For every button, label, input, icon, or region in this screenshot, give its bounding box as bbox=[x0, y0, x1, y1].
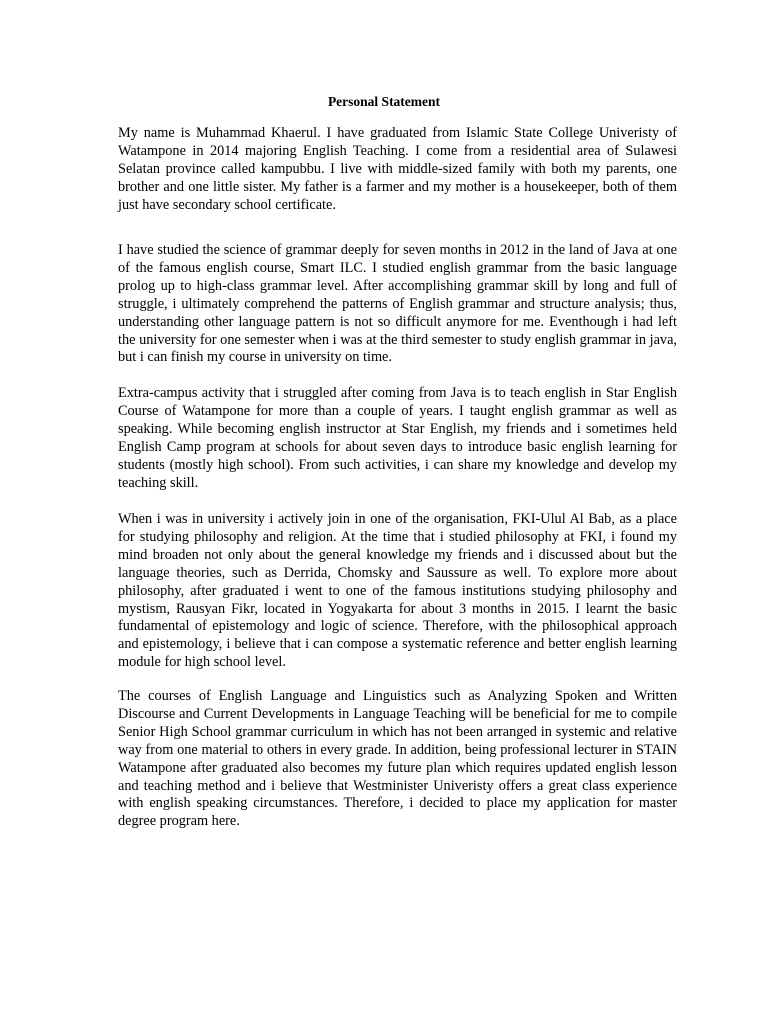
document-title: Personal Statement bbox=[327, 94, 441, 109]
paragraph-grammar-study: I have studied the science of grammar deeply for seven months in 2012 in the land of Java at one of the famous english course, Smart ILC. I studied english grammar from the basic language prolog up to high-class grammar level. After accomplishing grammar skill by long and full of struggle, i ultimately comprehend the patterns of English grammar and structure analysis; thus, understanding other language pattern is not so difficult anymore for me. Eventhough i had left the university for one semester when i was at the third semester to study english grammar in java, but i can finish my course in university on time. bbox=[118, 242, 677, 366]
paragraph-philosophy: When i was in university i actively join in one of the organisation, FKI-Ulul Al Bab, as a place for studying philosophy and religion. At the time that i studied philosophy at FKI, i found my mind broaden not only about the general knowledge my friends and i discussed about but the language theories, such as Derrida, Chomsky and Saussure as well. To explore more about philosophy, after graduated i went to one of the famous institutions studying philosophy and mystism, Rausyan Fikr, located in Yogyakarta for about 3 months in 2015. I learnt the basic fundamental of epistemology and logic of science. Therefore, with the philosophical approach and epistemology, i believe that i can compose a systematic reference and better english learning module for high school level. bbox=[118, 511, 677, 671]
paragraph-introduction: My name is Muhammad Khaerul. I have graduated from Islamic State College Univeristy of Watampone in 2014 majoring English Teaching. I come from a residential area of Sulawesi Selatan province called kampubbu. I live with middle-sized family with both my parents, one brother and one little sister. My father is a farmer and my mother is a housekeeper, both of them just have secondary school certificate. bbox=[118, 125, 677, 213]
paragraph-teaching-experience: Extra-campus activity that i struggled after coming from Java is to teach english in Star English Course of Watampone for more than a couple of years. I taught english grammar as well as speaking. While becoming english instructor at Star English, my friends and i sometimes held English Camp program at schools for about seven days to introduce basic english learning for students (mostly high school). From such activities, i can share my knowledge and develop my teaching skill. bbox=[118, 385, 677, 491]
paragraph-future-plan: The courses of English Language and Linguistics such as Analyzing Spoken and Written Discourse and Current Developments in Language Teaching will be beneficial for me to compile Senior High School grammar curriculum in which has not been arranged in systemic and relative way from one material to others in every grade. In addition, being professional lecturer in STAIN Watampone after graduated also becomes my future plan which requires updated english lesson and teaching method and i believe that Westminister Univeristy offers a great class experience with english speaking circumstances. Therefore, i decided to place my application for master degree program here. bbox=[118, 688, 677, 830]
